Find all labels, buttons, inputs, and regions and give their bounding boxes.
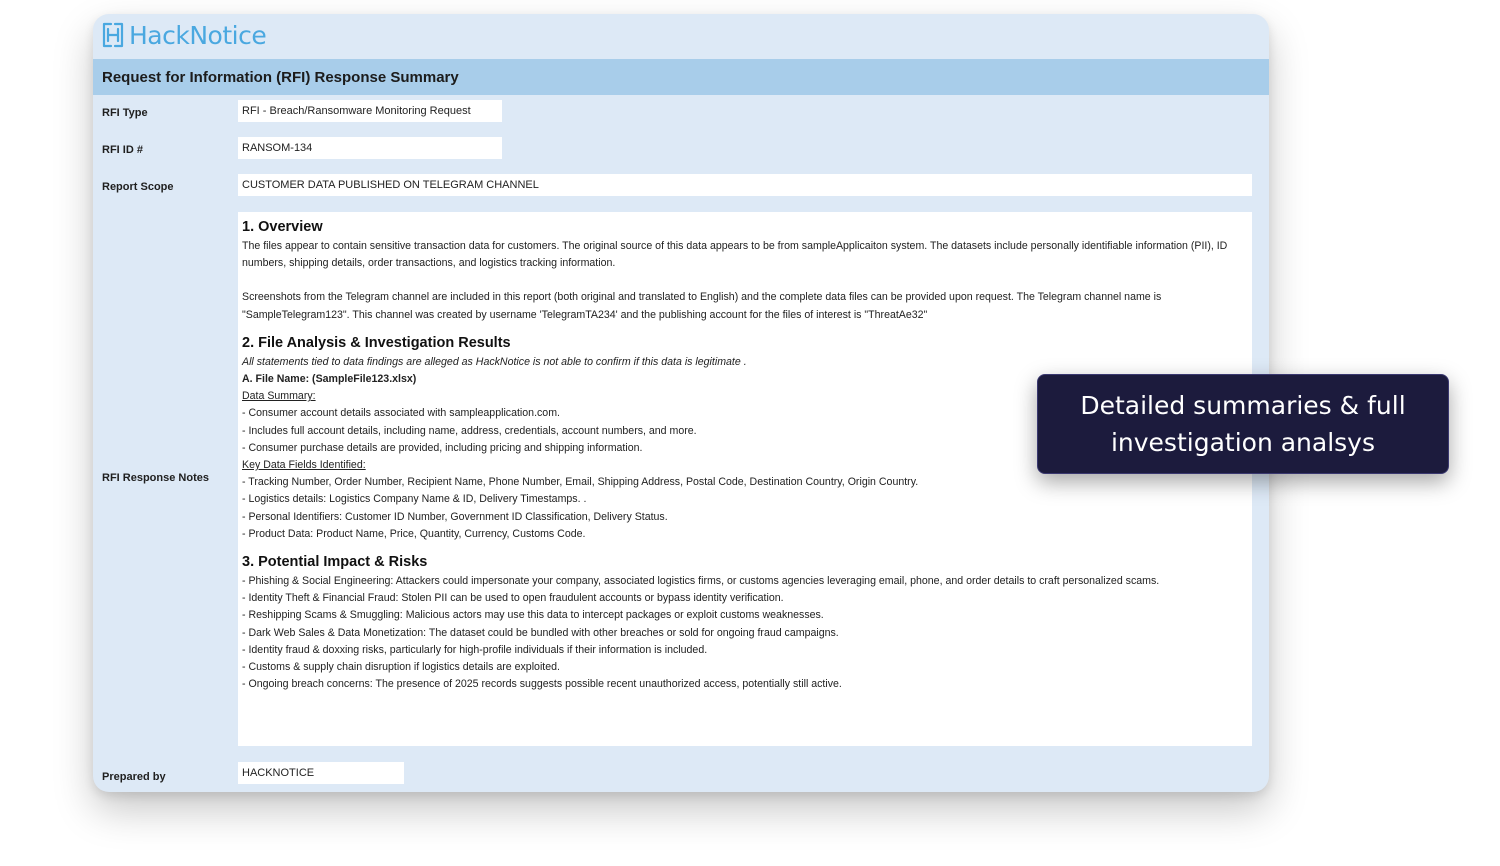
list-item: - Personal Identifiers: Customer ID Number, Government ID Classification, Delivery Status. bbox=[242, 510, 668, 523]
hacknotice-logo-icon bbox=[101, 22, 125, 48]
list-item: - Consumer account details associated with sampleapplication.com. bbox=[242, 407, 560, 420]
overview-paragraph-2: Screenshots from the Telegram channel are included in this report (both original and translated to English) and the complete data files can be provided upon request. The Telegram channel name is "SampleTelegram123". This channel was created by username 'TelegramTA234' and the publishing account for the files of interest is "ThreatAe32" bbox=[242, 291, 1162, 321]
list-item: - Customs & supply chain disruption if logistics details are exploited. bbox=[242, 661, 560, 674]
report-scope-value: CUSTOMER DATA PUBLISHED ON TELEGRAM CHANNEL bbox=[238, 174, 1252, 196]
callout-text: Detailed summaries & full investigation analsys bbox=[1080, 391, 1406, 457]
list-item: - Ongoing breach concerns: The presence of 2025 records suggests possible recent unauthorized access, potentially still active. bbox=[242, 678, 842, 691]
rfi-id-label: RFI ID # bbox=[102, 144, 143, 156]
analysis-heading: 2. File Analysis & Investigation Results bbox=[242, 334, 511, 351]
response-notes-label: RFI Response Notes bbox=[102, 472, 209, 484]
list-item: - Logistics details: Logistics Company Name & ID, Delivery Timestamps. . bbox=[242, 493, 587, 506]
list-item: - Tracking Number, Order Number, Recipient Name, Phone Number, Email, Shipping Address, Postal Code, Destination Country, Origin Country. bbox=[242, 476, 919, 489]
file-name: A. File Name: (SampleFile123.xlsx) bbox=[242, 373, 417, 386]
prepared-by-value: HACKNOTICE bbox=[238, 762, 404, 784]
key-fields-label: Key Data Fields Identified: bbox=[242, 459, 366, 472]
hacknotice-logo bbox=[101, 20, 266, 50]
list-item: - Phishing & Social Engineering: Attackers could impersonate your company, associated logistics firms, or customs agencies leveraging email, phone, and order details to craft personalized scams. bbox=[242, 575, 1160, 588]
list-item: - Includes full account details, including name, address, credentials, account numbers, and more. bbox=[242, 424, 697, 437]
impact-heading: 3. Potential Impact & Risks bbox=[242, 554, 428, 571]
title-bar bbox=[93, 59, 1269, 95]
overview-paragraph-1: The files appear to contain sensitive transaction data for customers. The original source of this data appears to be from sampleApplicaiton system. The datasets include personally identifiable information (PII), ID numbers, shipping details, order transactions, and logistics tracking information. bbox=[242, 240, 1228, 270]
page-title: Request for Information (RFI) Response Summary bbox=[102, 68, 459, 86]
overview-heading: 1. Overview bbox=[242, 219, 323, 235]
data-summary-label: Data Summary: bbox=[242, 390, 316, 403]
rfi-type-value: RFI - Breach/Ransomware Monitoring Request bbox=[238, 100, 502, 122]
response-notes-body bbox=[238, 212, 1252, 746]
list-item: - Product Data: Product Name, Price, Quantity, Currency, Customs Code. bbox=[242, 527, 586, 540]
list-item: - Identity Theft & Financial Fraud: Stolen PII can be used to open fraudulent accounts or bypass identity verification. bbox=[242, 592, 784, 605]
list-item: - Identity fraud & doxxing risks, particularly for high-profile individuals if their information is included. bbox=[242, 643, 708, 656]
list-item: - Reshipping Scams & Smuggling: Malicious actors may use this data to intercept packages or exploit customs weaknesses. bbox=[242, 609, 824, 622]
list-item: - Consumer purchase details are provided, including pricing and shipping information. bbox=[242, 441, 643, 454]
brand-name: HackNotice bbox=[129, 20, 267, 50]
report-scope-label: Report Scope bbox=[102, 181, 174, 193]
rfi-id-value: RANSOM-134 bbox=[238, 137, 502, 159]
rfi-type-label: RFI Type bbox=[102, 107, 148, 119]
list-item: - Dark Web Sales & Data Monetization: The dataset could be bundled with other breaches or sold for ongoing fraud campaigns. bbox=[242, 626, 839, 639]
prepared-by-label: Prepared by bbox=[102, 771, 166, 783]
analysis-disclaimer: All statements tied to data findings are alleged as HackNotice is not able to confirm if this data is legitimate . bbox=[242, 355, 747, 368]
feature-callout bbox=[1037, 374, 1449, 474]
